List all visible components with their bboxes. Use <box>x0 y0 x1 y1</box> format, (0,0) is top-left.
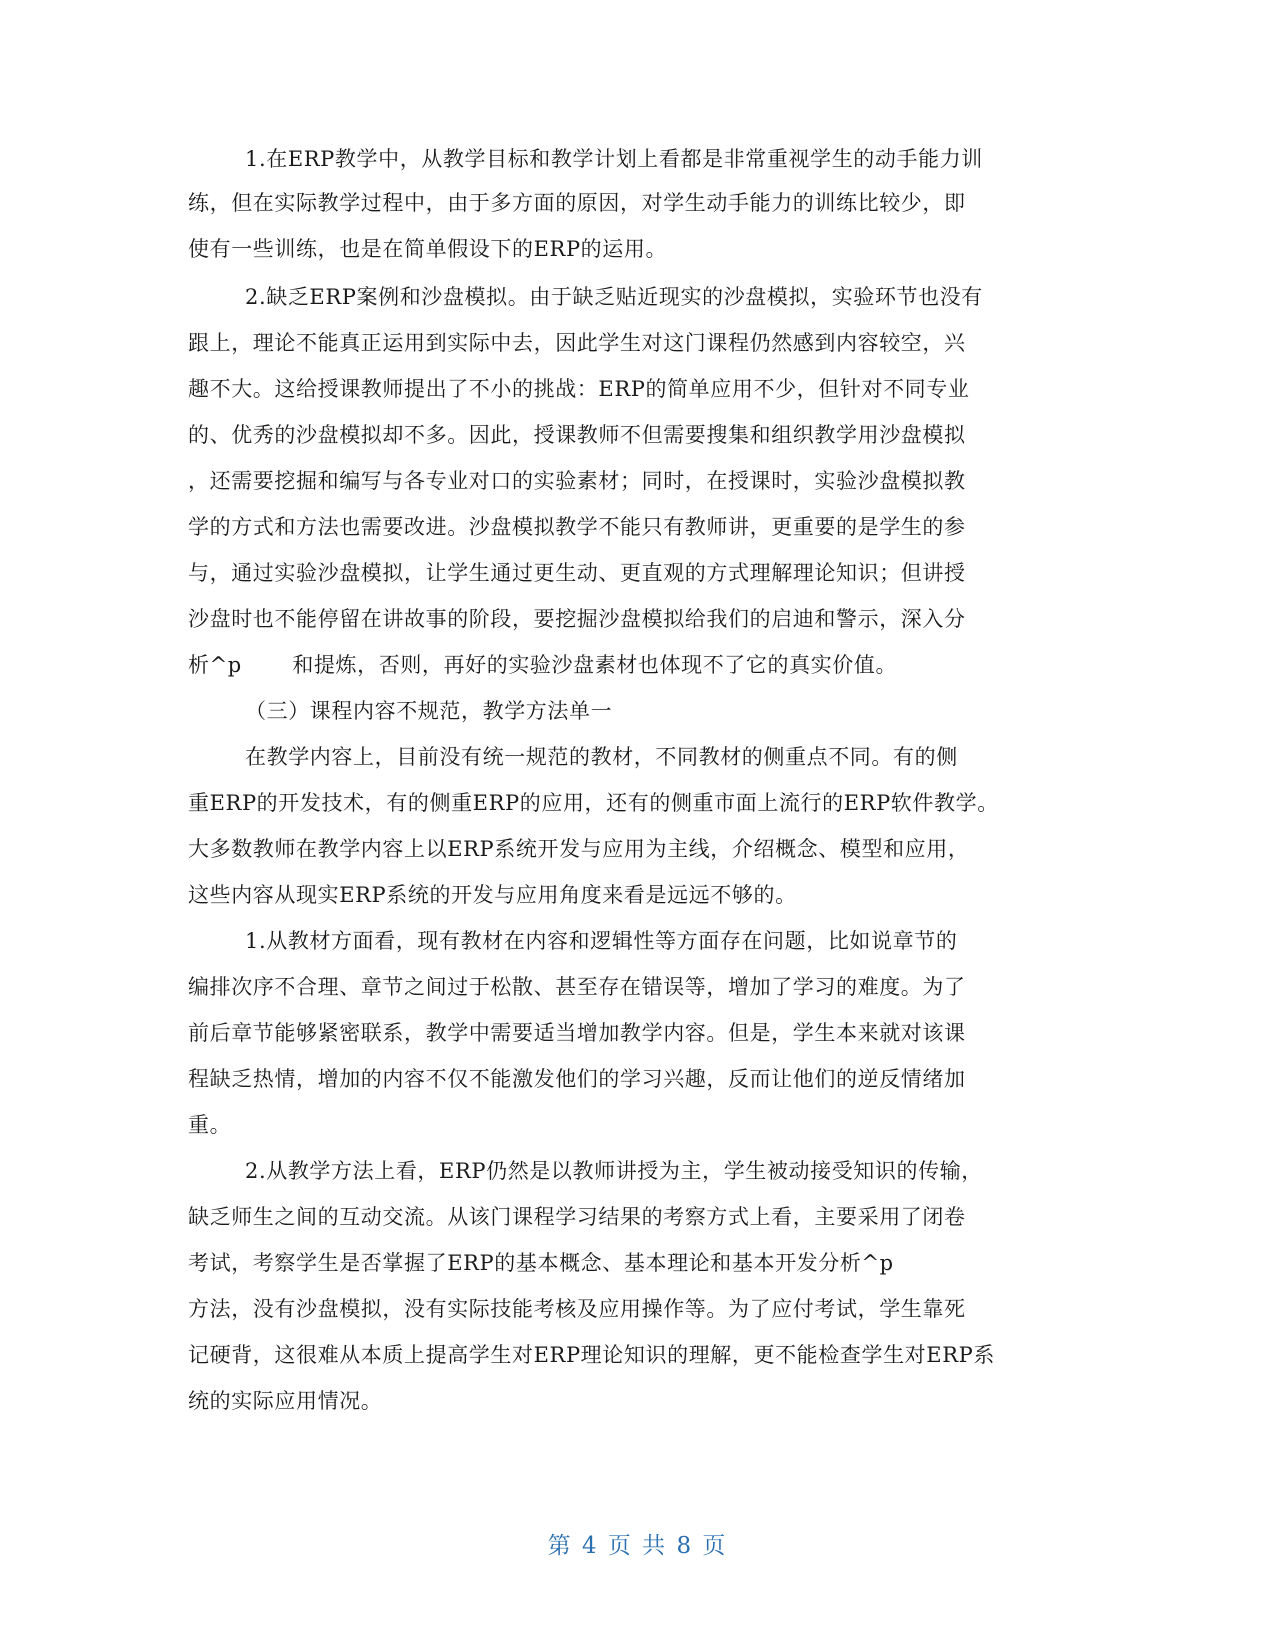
text-line: 使有一些训练，也是在简单假设下的ERP的运用。 <box>188 237 668 261</box>
text-line: 记硬背，这很难从本质上提高学生对ERP理论知识的理解，更不能检查学生对ERP系 <box>188 1343 995 1367</box>
text-line: 2.缺乏ERP案例和沙盘模拟。由于缺乏贴近现实的沙盘模拟，实验环节也没有 <box>245 285 983 309</box>
page-number-footer: 第 4 页 共 8 页 <box>547 1533 728 1559</box>
text-line: 前后章节能够紧密联系，教学中需要适当增加教学内容。但是，学生本来就对该课 <box>188 1021 966 1045</box>
text-line: 重ERP的开发技术，有的侧重ERP的应用，还有的侧重市面上流行的ERP软件教学。 <box>188 791 999 815</box>
text-line: 重。 <box>188 1113 232 1137</box>
text-line: 沙盘时也不能停留在讲故事的阶段，要挖掘沙盘模拟给我们的启迪和警示，深入分 <box>188 607 966 631</box>
text-line: 方法，没有沙盘模拟，没有实际技能考核及应用操作等。为了应付考试，学生靠死 <box>188 1297 966 1321</box>
text-line: 的、优秀的沙盘模拟却不多。因此，授课教师不但需要搜集和组织教学用沙盘模拟 <box>188 423 966 447</box>
text-line: 趣不大。这给授课教师提出了不小的挑战：ERP的简单应用不少，但针对不同专业 <box>188 377 970 401</box>
text-line: 学的方式和方法也需要改进。沙盘模拟教学不能只有教师讲，更重要的是学生的参 <box>188 515 966 539</box>
section-heading: （三）课程内容不规范，教学方法单一 <box>245 699 613 723</box>
text-line: 析^p 和提炼，否则，再好的实验沙盘素材也体现不了它的真实价值。 <box>188 653 898 677</box>
text-line: 在教学内容上，目前没有统一规范的教材，不同教材的侧重点不同。有的侧 <box>245 745 958 769</box>
text-line: 练，但在实际教学过程中，由于多方面的原因，对学生动手能力的训练比较少，即 <box>188 191 966 215</box>
text-line: 缺乏师生之间的互动交流。从该门课程学习结果的考察方式上看，主要采用了闭卷 <box>188 1205 966 1229</box>
text-line: 考试，考察学生是否掌握了ERP的基本概念、基本理论和基本开发分析^p <box>188 1251 894 1275</box>
text-line: 跟上，理论不能真正运用到实际中去，因此学生对这门课程仍然感到内容较空，兴 <box>188 331 966 355</box>
text-line: 大多数教师在教学内容上以ERP系统开发与应用为主线，介绍概念、模型和应用， <box>188 837 970 861</box>
text-line: 2.从教学方法上看，ERP仍然是以教师讲授为主，学生被动接受知识的传输， <box>245 1159 983 1183</box>
text-line: 与，通过实验沙盘模拟，让学生通过更生动、更直观的方式理解理论知识；但讲授 <box>188 561 966 585</box>
text-line: 统的实际应用情况。 <box>188 1389 383 1413</box>
text-line: 1.从教材方面看，现有教材在内容和逻辑性等方面存在问题，比如说章节的 <box>245 929 958 953</box>
text-line: 1.在ERP教学中，从教学目标和教学计划上看都是非常重视学生的动手能力训 <box>245 147 983 171</box>
text-line: ，还需要挖掘和编写与各专业对口的实验素材；同时，在授课时，实验沙盘模拟教 <box>188 469 966 493</box>
text-line: 这些内容从现实ERP系统的开发与应用角度来看是远远不够的。 <box>188 883 797 907</box>
text-line: 程缺乏热情，增加的内容不仅不能激发他们的学习兴趣，反而让他们的逆反情绪加 <box>188 1067 966 1091</box>
text-line: 编排次序不合理、章节之间过于松散、甚至存在错误等，增加了学习的难度。为了 <box>188 975 966 999</box>
